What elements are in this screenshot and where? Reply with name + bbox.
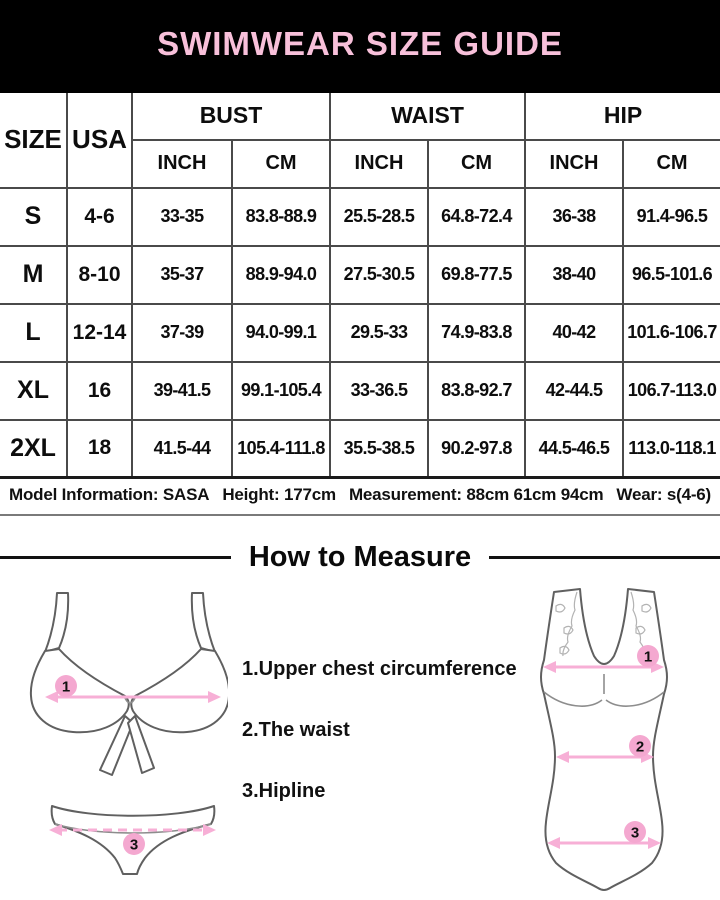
cell-hip-cm: 96.5-101.6	[623, 246, 720, 304]
col-header-usa: USA	[67, 91, 132, 188]
cell-hip-inch: 44.5-46.5	[525, 420, 623, 478]
col-header-hip: HIP	[525, 91, 720, 140]
cell-usa: 12-14	[67, 304, 132, 362]
cell-size: M	[0, 246, 67, 304]
cell-hip-cm: 101.6-106.7	[623, 304, 720, 362]
bikini-top-left-strap	[45, 593, 68, 652]
cell-hip-inch: 42-44.5	[525, 362, 623, 420]
cell-waist-cm: 90.2-97.8	[428, 420, 525, 478]
cell-waist-inch: 29.5-33	[330, 304, 428, 362]
cell-usa: 4-6	[67, 188, 132, 246]
table-row	[0, 362, 720, 420]
col-header-waist-inch: INCH	[330, 140, 428, 188]
cell-usa: 18	[67, 420, 132, 478]
table-row	[0, 246, 720, 304]
col-header-waist-cm: CM	[428, 140, 525, 188]
how-to-measure-heading	[0, 538, 720, 576]
cell-hip-cm: 113.0-118.1	[623, 420, 720, 478]
col-header-hip-inch: INCH	[525, 140, 623, 188]
cell-bust-inch: 37-39	[132, 304, 232, 362]
svg-text:3: 3	[129, 836, 139, 854]
section-divider	[0, 514, 720, 516]
cell-bust-cm: 83.8-88.9	[232, 188, 330, 246]
cell-waist-inch: 25.5-28.5	[330, 188, 428, 246]
svg-text:1: 1	[643, 648, 653, 666]
bikini-bottom-illustration	[20, 772, 232, 892]
heading-rule-right	[489, 556, 720, 559]
cell-usa: 16	[67, 362, 132, 420]
model-info-name: Model Information: SASA	[8, 485, 210, 504]
cell-waist-cm: 69.8-77.5	[428, 246, 525, 304]
cell-waist-cm: 74.9-83.8	[428, 304, 525, 362]
cell-size: 2XL	[0, 420, 67, 478]
cell-waist-inch: 33-36.5	[330, 362, 428, 420]
title-bar	[0, 0, 720, 88]
cell-bust-inch: 41.5-44	[132, 420, 232, 478]
col-header-hip-cm: CM	[623, 140, 720, 188]
model-info-measurement: Measurement: 88cm 61cm 94cm	[348, 485, 604, 504]
svg-text:2: 2	[635, 738, 645, 756]
cell-bust-cm: 99.1-105.4	[232, 362, 330, 420]
measure-steps	[242, 658, 517, 803]
cell-size: XL	[0, 362, 67, 420]
cell-bust-cm: 105.4-111.8	[232, 420, 330, 478]
cell-hip-inch: 36-38	[525, 188, 623, 246]
cell-bust-inch: 33-35	[132, 188, 232, 246]
one-piece-illustration	[534, 576, 704, 898]
cell-bust-cm: 88.9-94.0	[232, 246, 330, 304]
svg-text:3: 3	[630, 824, 640, 842]
model-info-wear: Wear: s(4-6)	[616, 485, 712, 504]
col-header-waist: WAIST	[330, 91, 525, 140]
cell-usa: 8-10	[67, 246, 132, 304]
col-header-bust-inch: INCH	[132, 140, 232, 188]
cell-waist-inch: 35.5-38.5	[330, 420, 428, 478]
table-row	[0, 304, 720, 362]
cell-size: S	[0, 188, 67, 246]
heading-text: How to Measure	[248, 540, 472, 573]
cell-size: L	[0, 304, 67, 362]
cell-bust-inch: 39-41.5	[132, 362, 232, 420]
cell-hip-cm: 106.7-113.0	[623, 362, 720, 420]
bikini-top-right-strap	[192, 593, 215, 652]
model-info	[0, 481, 720, 509]
table-row	[0, 420, 720, 478]
cell-hip-inch: 40-42	[525, 304, 623, 362]
cell-hip-cm: 91.4-96.5	[623, 188, 720, 246]
cell-waist-cm: 83.8-92.7	[428, 362, 525, 420]
svg-text:1: 1	[61, 678, 71, 696]
measure-step-1: 1.Upper chest circumference	[242, 658, 517, 680]
col-header-bust: BUST	[132, 91, 330, 140]
cell-bust-cm: 94.0-99.1	[232, 304, 330, 362]
cell-waist-cm: 64.8-72.4	[428, 188, 525, 246]
cell-bust-inch: 35-37	[132, 246, 232, 304]
table-row	[0, 188, 720, 246]
bikini-top-right-cup	[131, 649, 228, 732]
bikini-top-illustration	[28, 588, 228, 784]
col-header-size: SIZE	[0, 91, 67, 188]
cell-waist-inch: 27.5-30.5	[330, 246, 428, 304]
measure-step-2: 2.The waist	[242, 719, 350, 741]
heading-rule-left	[0, 556, 231, 559]
measure-step-3: 3.Hipline	[242, 780, 326, 802]
size-table	[0, 88, 720, 479]
col-header-bust-cm: CM	[232, 140, 330, 188]
bikini-top-left-cup	[31, 649, 129, 732]
page-title: SWIMWEAR SIZE GUIDE	[157, 25, 563, 62]
model-info-height: Height: 177cm	[222, 485, 336, 504]
cell-hip-inch: 38-40	[525, 246, 623, 304]
